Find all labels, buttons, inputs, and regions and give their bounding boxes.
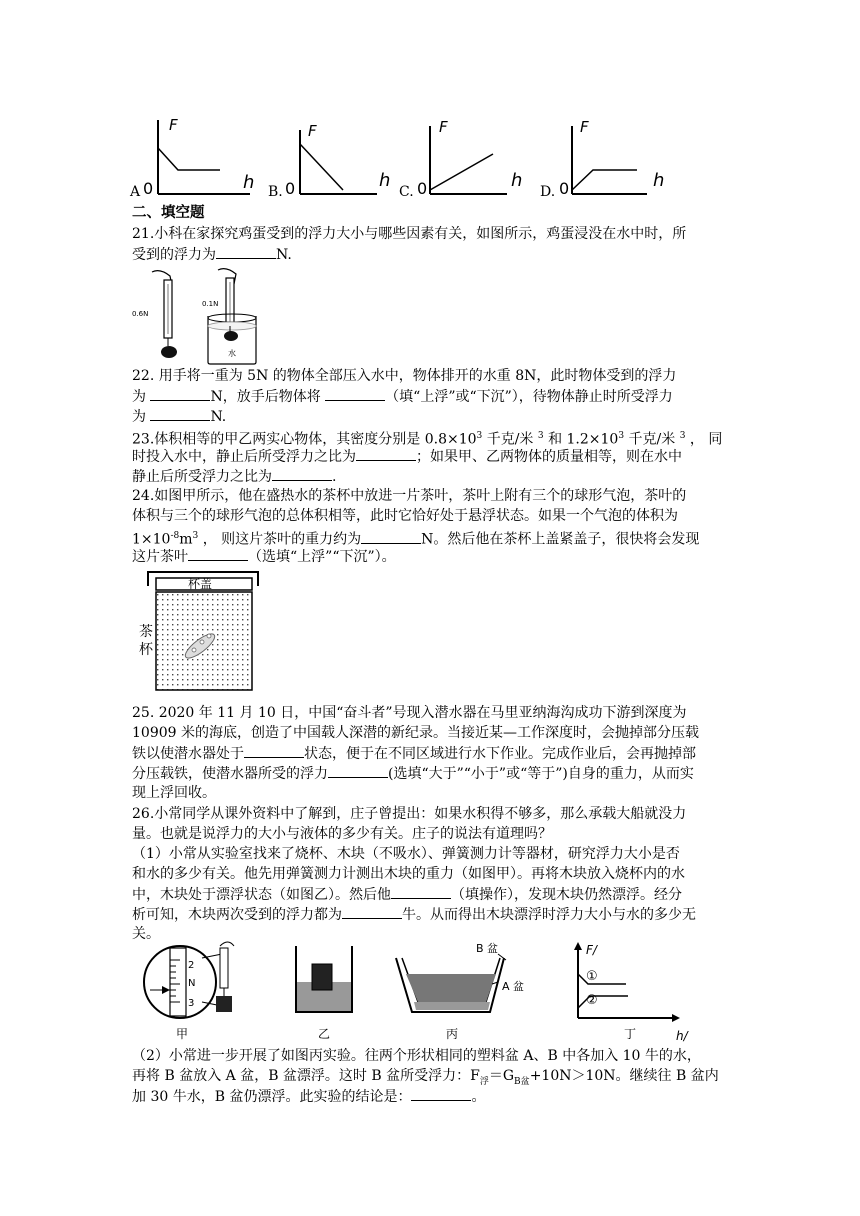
q24-line4: 这片茶叶 （选填“上浮”“下沉”）。 bbox=[132, 546, 396, 567]
option-a-label: A bbox=[130, 184, 141, 200]
q26-line7: 关。 bbox=[132, 926, 160, 942]
q26-part2-line2: 再将 B 盆放入 A 盆，B 盆漂浮。这时 B 盆所受浮力：$F_浮=G_{B盆}+10N>10N$。继续往 B 盆内 bbox=[132, 1068, 719, 1087]
ding-axis-h: h/ bbox=[676, 1029, 688, 1042]
q26-part2-line3: 加 30 牛水，B 盆仍漂浮。此实验的结论是： 。 bbox=[132, 1086, 485, 1107]
option-b-graph bbox=[285, 122, 390, 198]
origin-label: 0 bbox=[417, 179, 428, 198]
answer-blank[interactable] bbox=[361, 529, 421, 544]
scale-mark-n: N bbox=[188, 978, 196, 989]
answer-blank[interactable] bbox=[356, 446, 416, 461]
figure-ding bbox=[574, 942, 690, 1042]
q26-figures bbox=[140, 940, 700, 1042]
q22-line3: 为 N. bbox=[132, 406, 226, 427]
answer-blank[interactable] bbox=[216, 244, 276, 259]
q26-line5: 中，木块处于漂浮状态（如图乙）。然后他 （填操作），发现木块仍然漂浮。经分 bbox=[132, 884, 682, 905]
answer-blank[interactable] bbox=[244, 743, 304, 758]
q25-line2: 10909 米的海底，创造了中国载人深潜的新纪录。当接近某—工作深度时，会抛掉部分压载 bbox=[132, 725, 699, 741]
curve-1-label: ① bbox=[586, 969, 598, 984]
option-c-label: C. bbox=[399, 184, 414, 200]
q25-line3: 铁以使潜水器处于 状态，便于在不同区域进行水下作业。完成作业后，会再抛掉部 bbox=[132, 743, 696, 764]
answer-blank[interactable] bbox=[188, 546, 248, 561]
a-basin-label: A 盆 bbox=[502, 980, 525, 993]
q25-line5: 现上浮回收。 bbox=[132, 785, 216, 801]
figure-label-jia: 甲 bbox=[176, 1027, 189, 1041]
q24-line1: 24.如图甲所示，他在盛热水的茶杯中放进一片茶叶，茶叶上附有三个的球形气泡，茶叶的 bbox=[132, 488, 687, 504]
answer-blank[interactable] bbox=[342, 904, 402, 919]
q26-part2-line1: （2）小常进一步开展了如图丙实验。往两个形状相同的塑料盆 A、B 中各加入 10 牛的水， bbox=[132, 1048, 701, 1064]
origin-label: 0 bbox=[559, 179, 570, 198]
q21-line2: 受到的浮力为 N. bbox=[132, 244, 292, 265]
figure-label-bing: 丙 bbox=[446, 1027, 459, 1041]
q21-line1: 21.小科在家探究鸡蛋受到的浮力大小与哪些因素有关，如图所示，鸡蛋浸没在水中时，所 bbox=[132, 226, 687, 242]
option-b-label: B. bbox=[268, 184, 283, 200]
q21-left-reading: 0.6N bbox=[132, 310, 149, 318]
axis-f-label: F bbox=[439, 118, 448, 136]
q22-line2: 为 N，放手后物体将 （填“上浮”或“下沉”），待物体静止时所受浮力 bbox=[132, 386, 673, 407]
origin-label: 0 bbox=[143, 179, 154, 198]
answer-blank[interactable] bbox=[150, 386, 210, 401]
q25-line4: 分压载铁，使潜水器所受的浮力 (选填“大于”“小于”或“等于”)自身的重力，从而实 bbox=[132, 763, 694, 784]
b-basin-label: B 盆 bbox=[476, 942, 499, 955]
q21-figure bbox=[130, 266, 270, 366]
axis-h-label: h bbox=[653, 170, 665, 191]
figure-label-ding: 丁 bbox=[624, 1027, 637, 1041]
cup-label-2: 杯 bbox=[139, 642, 153, 658]
figure-yi bbox=[296, 946, 352, 1041]
axis-h-label: h bbox=[511, 170, 523, 191]
axis-f-label: F bbox=[580, 118, 589, 136]
q23-line1: 23.体积相等的甲乙两实心物体，其密度分别是 $0.8\times 10^3$ 千克/米 $^3$ 和 $1.2\times 10^3$ 千克/米 $^3$ ， 同 bbox=[132, 431, 723, 448]
ding-axis-f: F/ bbox=[586, 943, 597, 957]
figure-label-yi: 乙 bbox=[318, 1027, 331, 1041]
option-c-graph bbox=[417, 118, 522, 198]
figure-jia bbox=[144, 942, 234, 1041]
option-d-graph bbox=[559, 118, 664, 198]
axis-h-label: h bbox=[379, 170, 391, 191]
answer-blank[interactable] bbox=[411, 1086, 471, 1101]
q22-line1: 22. 用手将一重为 5N 的物体全部压入水中，物体排开的水重 8N，此时物体受到的浮力 bbox=[132, 368, 677, 384]
answer-blank[interactable] bbox=[328, 763, 388, 778]
q25-line1: 25. 2020 年 11 月 10 日，中国“奋斗者”号现入潜水器在马里亚纳海沟成功下游到深度为 bbox=[132, 705, 687, 721]
section-title: 二、填空题 bbox=[132, 205, 205, 221]
origin-label: 0 bbox=[285, 179, 296, 198]
q24-line3: $1\times 10^{-8}m^3$ ， 则这片茶叶的重力约为 N。然后他在茶杯上盖紧盖子，很快将会发现 bbox=[132, 526, 699, 550]
answer-blank[interactable] bbox=[272, 466, 332, 481]
q24-tea-cup-figure bbox=[136, 568, 266, 694]
q23-line3: 静止后所受浮力之比为 . bbox=[132, 466, 336, 487]
q24-line2: 体积与三个的球形气泡的总体积相等，此时它恰好处于悬浮状态。如果一个气泡的体积为 bbox=[132, 508, 678, 524]
q26-line2: 量。也就是说浮力的大小与液体的多少有关。庄子的说法有道理吗？ bbox=[132, 826, 552, 842]
answer-blank[interactable] bbox=[150, 406, 210, 421]
lid-label: 杯盖 bbox=[188, 577, 213, 591]
cup-label-1: 茶 bbox=[139, 624, 153, 640]
axis-f-label: F bbox=[308, 122, 317, 140]
option-d-label: D. bbox=[540, 184, 556, 200]
axis-f-label: F bbox=[169, 116, 178, 134]
q26-line6: 析可知，木块两次受到的浮力都为 牛。从而得出木块漂浮时浮力大小与水的多少无 bbox=[132, 904, 696, 925]
axis-h-label: h bbox=[243, 172, 255, 193]
q26-line3: （1）小常从实验室找来了烧杯、木块（不吸水）、弹簧测力计等器材，研究浮力大小是否 bbox=[132, 846, 680, 862]
scale-mark-2: 2 bbox=[188, 960, 195, 971]
curve-2-label: ② bbox=[586, 993, 598, 1008]
option-a-graph bbox=[143, 116, 254, 198]
answer-blank[interactable] bbox=[391, 884, 451, 899]
figure-bing bbox=[396, 942, 524, 1041]
q21-water-label: 水 bbox=[228, 349, 236, 358]
q26-line1: 26.小常同学从课外资料中了解到，庄子曾提出：如果水积得不够多，那么承载大船就没力 bbox=[132, 806, 687, 822]
q26-line4: 和水的多少有关。他先用弹簧测力计测出木块的重力（如图甲）。再将木块放入烧杯内的水 bbox=[132, 866, 685, 882]
answer-blank[interactable] bbox=[325, 386, 385, 401]
scale-mark-3: 3 bbox=[188, 998, 195, 1009]
q23-line2: 时投入水中，静止后所受浮力之比为 ；如果甲、乙两物体的质量相等，则在水中 bbox=[132, 446, 682, 467]
q21-right-reading: 0.1N bbox=[202, 300, 219, 308]
